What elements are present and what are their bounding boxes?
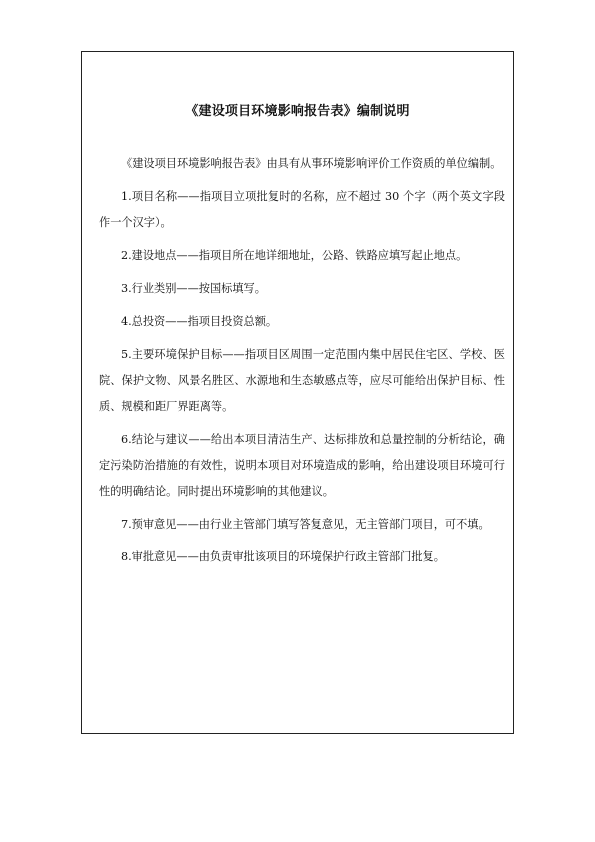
item-project-name: 1.项目名称——指项目立项批复时的名称，应不超过 30 个字（两个英文字段作一个汉字）。 [99,190,505,229]
item-pre-review: 7.预审意见——由行业主管部门填写答复意见，无主管部门项目，可不填。 [121,518,490,531]
item-protection-targets: 5.主要环境保护目标——指项目区周围一定范围内集中居民住宅区、学校、医院、保护文物、风景名胜区、水源地和生态敏感点等，应尽可能给出保护目标、性质、规模和距厂界距离等。 [99,348,505,413]
document-frame [81,51,514,734]
document-title: 《建设项目环境影响报告表》编制说明 [185,104,410,119]
item-construction-site: 2.建设地点——指项目所在地详细地址，公路、铁路应填写起止地点。 [121,249,468,262]
item-approval: 8.审批意见——由负责审批该项目的环境保护行政主管部门批复。 [121,550,445,563]
item-industry-category: 3.行业类别——按国标填写。 [121,282,266,295]
item-total-investment: 4.总投资——指项目投资总额。 [121,315,278,328]
item-conclusions: 6.结论与建议——给出本项目清洁生产、达标排放和总量控制的分析结论，确定污染防治措施的有效性，说明本项目对环境造成的影响，给出建设项目环境可行性的明确结论。同时提出环境影响的其他建议。 [99,433,505,498]
instructions-body [99,151,505,576]
intro-paragraph: 《建设项目环境影响报告表》由具有从事环境影响评价工作资质的单位编制。 [121,157,502,170]
